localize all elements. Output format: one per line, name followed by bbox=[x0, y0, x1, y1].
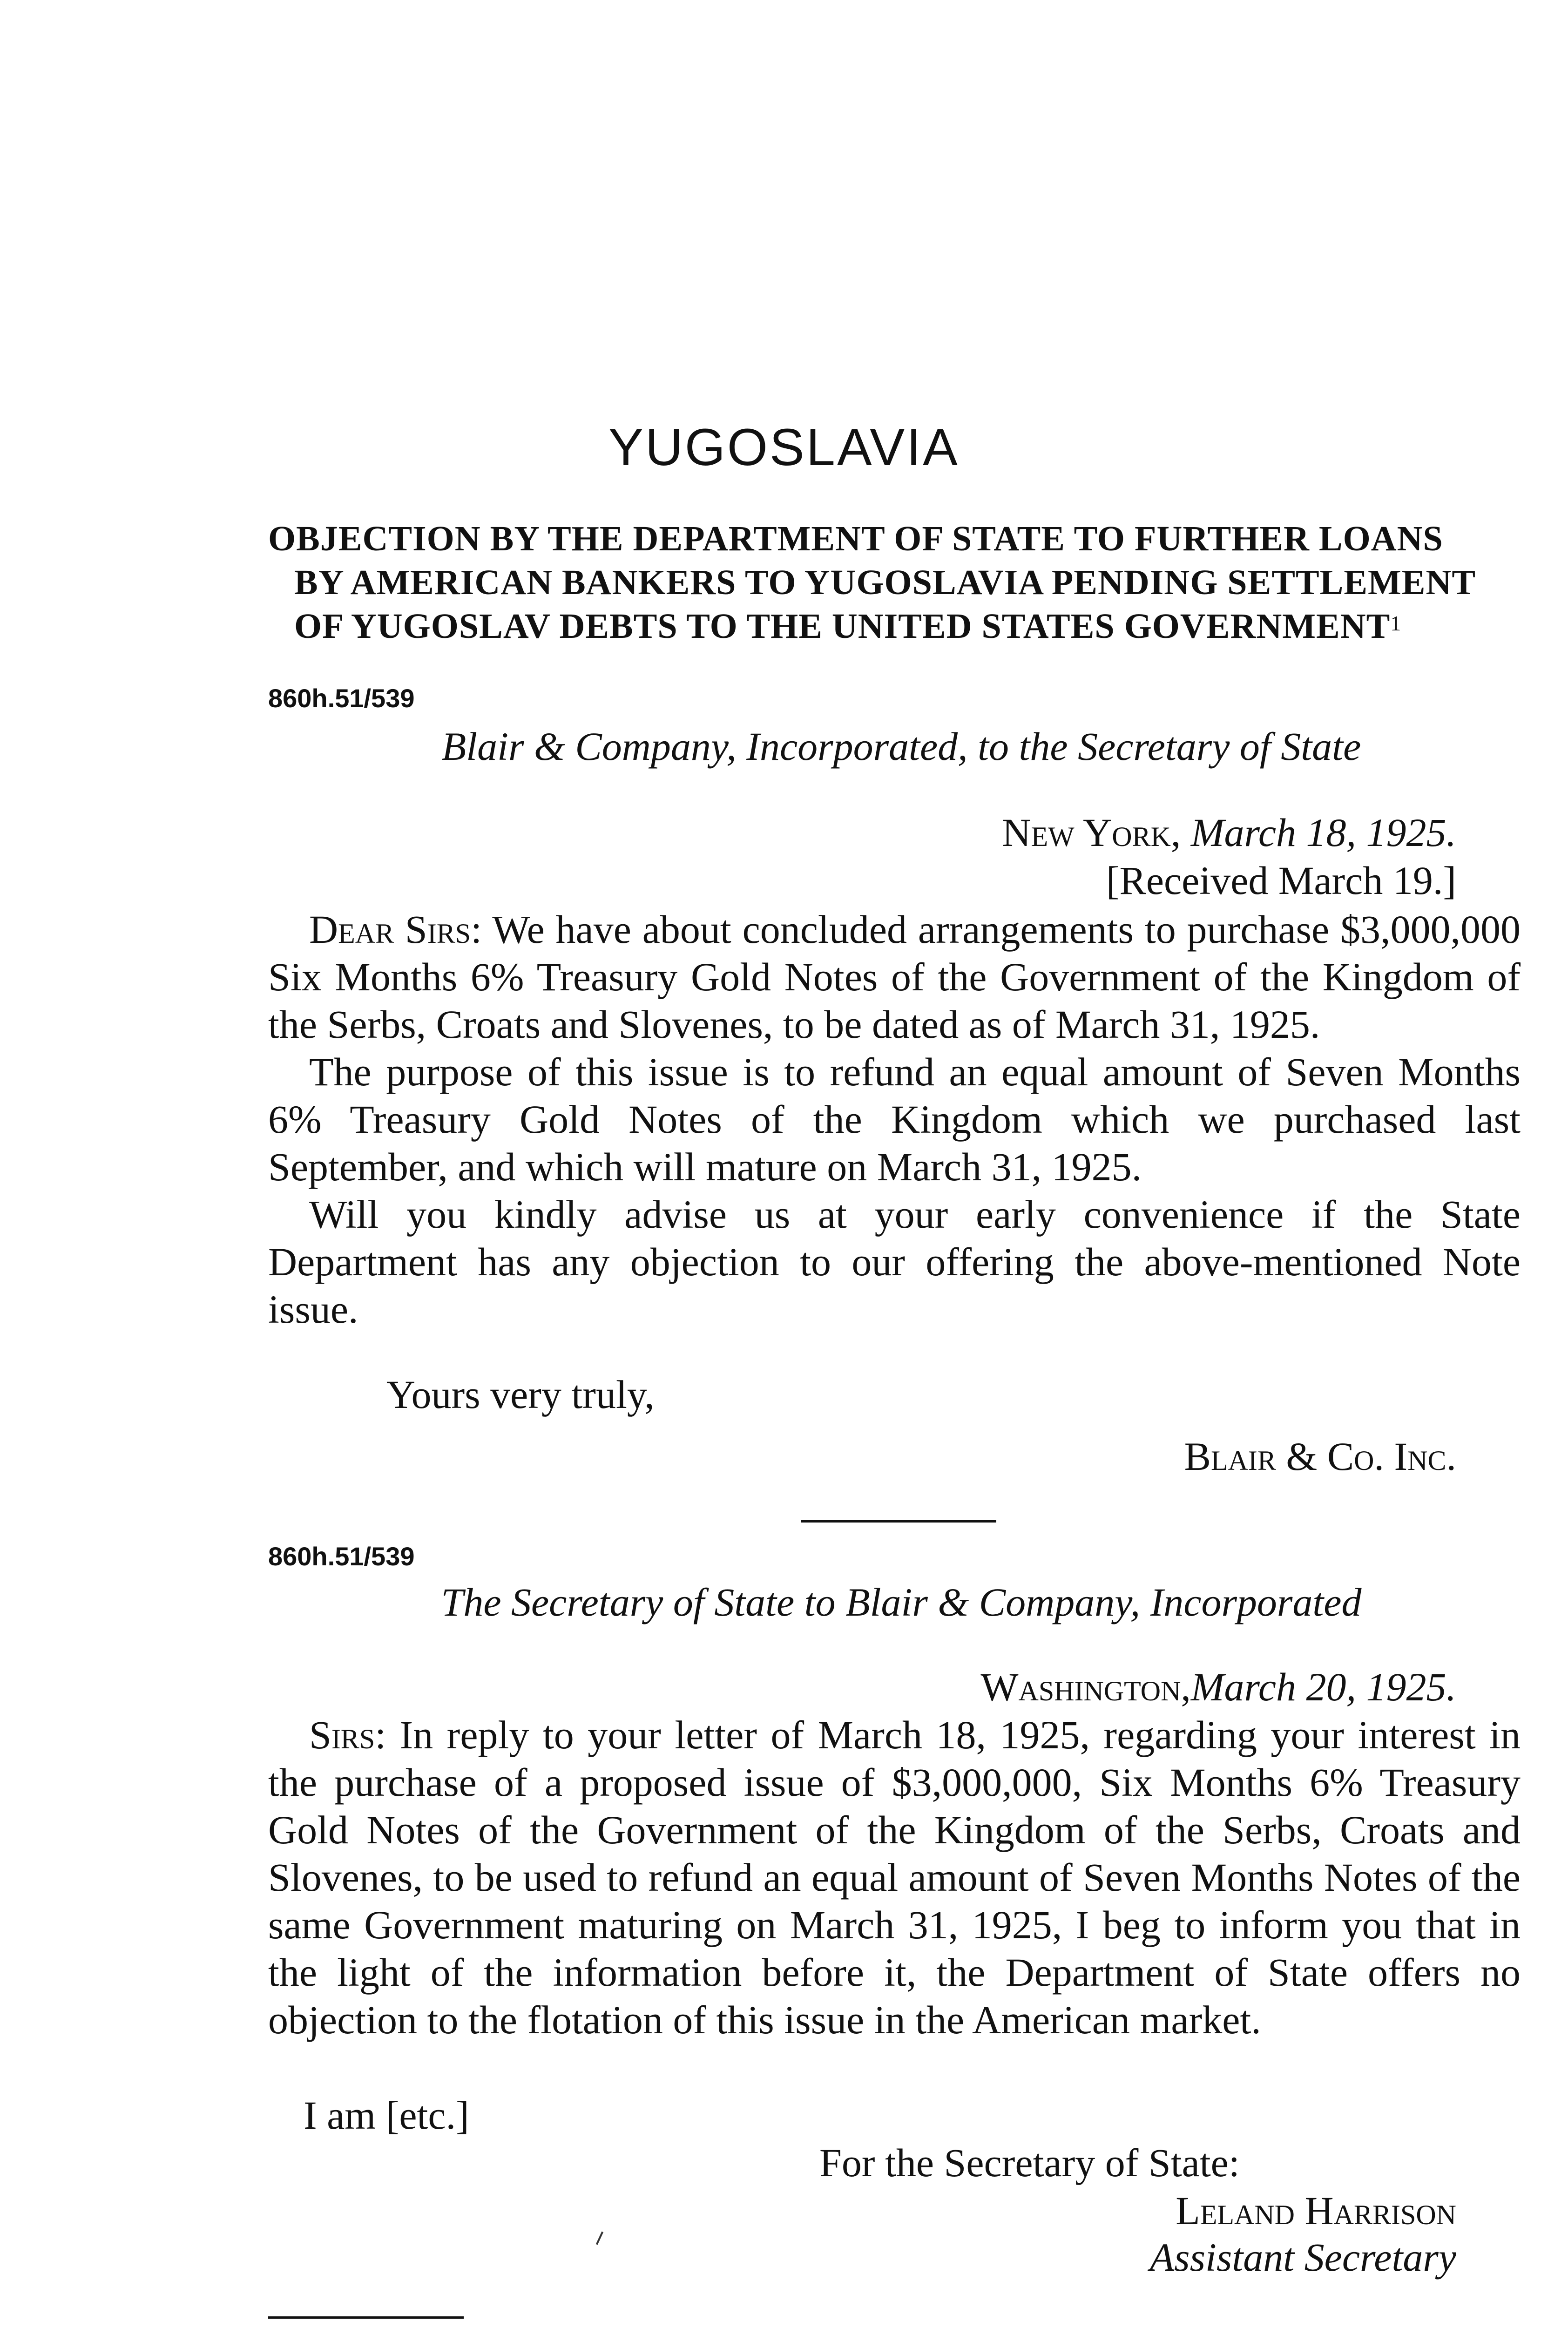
subject-line-3-text: OF YUGOSLAV DEBTS TO THE UNITED STATES GOVERNMENT bbox=[294, 607, 1391, 646]
date: March 20, 1925. bbox=[1190, 1665, 1456, 1709]
document-heading: The Secretary of State to Blair & Company, Incorporated bbox=[441, 1580, 1362, 1624]
place: New York, bbox=[1002, 810, 1181, 855]
subject-line-2: BY AMERICAN BANKERS TO YUGOSLAVIA PENDING SETTLEMENT bbox=[294, 563, 1476, 602]
file-number: 860h.51/539 bbox=[268, 684, 415, 713]
letter-body bbox=[268, 1711, 1521, 2044]
dateline bbox=[1002, 812, 1456, 853]
letter-body bbox=[268, 906, 1521, 1333]
salutation: Sirs: bbox=[309, 1712, 386, 1757]
salutation: Dear Sirs: bbox=[309, 907, 482, 952]
paragraph: The purpose of this issue is to refund an equal amount of Seven Months 6% Treasury Gold Notes of the Kingdom which we purchased last September, and which will mature on March 31, 1925. bbox=[268, 1049, 1521, 1189]
stray-mark bbox=[596, 2232, 603, 2245]
closing: Yours very truly, bbox=[386, 1372, 655, 1417]
received-note: [Received March 19.] bbox=[1106, 858, 1456, 903]
paragraph-text: We have about concluded arrangements to purchase $3,000,000 Six Months 6% Treasury Gold Notes of the Government of the Kingdom of the Serbs, Croats and Slovenes, to be dated as of March 31, 1925. bbox=[268, 907, 1521, 1047]
signer-title: Assistant Secretary bbox=[1149, 2235, 1456, 2280]
file-number: 860h.51/539 bbox=[268, 1542, 415, 1571]
section-divider bbox=[801, 1520, 996, 1523]
place: Washington, bbox=[980, 1665, 1191, 1709]
country-title: YUGOSLAVIA bbox=[608, 418, 960, 476]
footnote-rule bbox=[268, 2316, 464, 2319]
footnote-marker[interactable]: 1 bbox=[1390, 611, 1402, 635]
signer-name: Leland Harrison bbox=[1176, 2188, 1456, 2233]
sign-for: For the Secretary of State: bbox=[819, 2140, 1240, 2185]
paragraph bbox=[268, 1711, 1521, 2044]
paragraph bbox=[268, 906, 1521, 1048]
date: March 18, 1925. bbox=[1190, 810, 1456, 855]
subject-heading bbox=[268, 517, 1534, 648]
subject-line-3 bbox=[268, 604, 1534, 648]
paragraph: Will you kindly advise us at your early convenience if the State Department has any objection to our offering the above-mentioned Note issue. bbox=[268, 1192, 1521, 1332]
closing: I am [etc.] bbox=[304, 2093, 469, 2138]
signature: Blair & Co. Inc. bbox=[1184, 1434, 1456, 1479]
document-heading: Blair & Company, Incorporated, to the Secretary of State bbox=[441, 724, 1361, 769]
dateline bbox=[980, 1667, 1456, 1707]
subject-line-1: OBJECTION BY THE DEPARTMENT OF STATE TO FURTHER LOANS bbox=[268, 519, 1443, 558]
paragraph-text: In reply to your letter of March 18, 1925, regarding your interest in the purchase of a proposed issue of $3,000,000, Six Months 6% Treasury Gold Notes of the Government of the Kingdom of the Serbs, Croats and Slovenes, to be used to refund an equal amount of Seven Months Notes of the same Government maturing on March 31, 1925, I beg to inform you that in the light of the information before it, the Department of State offers no objection to the flotation of this issue in the American market. bbox=[268, 1712, 1521, 2042]
